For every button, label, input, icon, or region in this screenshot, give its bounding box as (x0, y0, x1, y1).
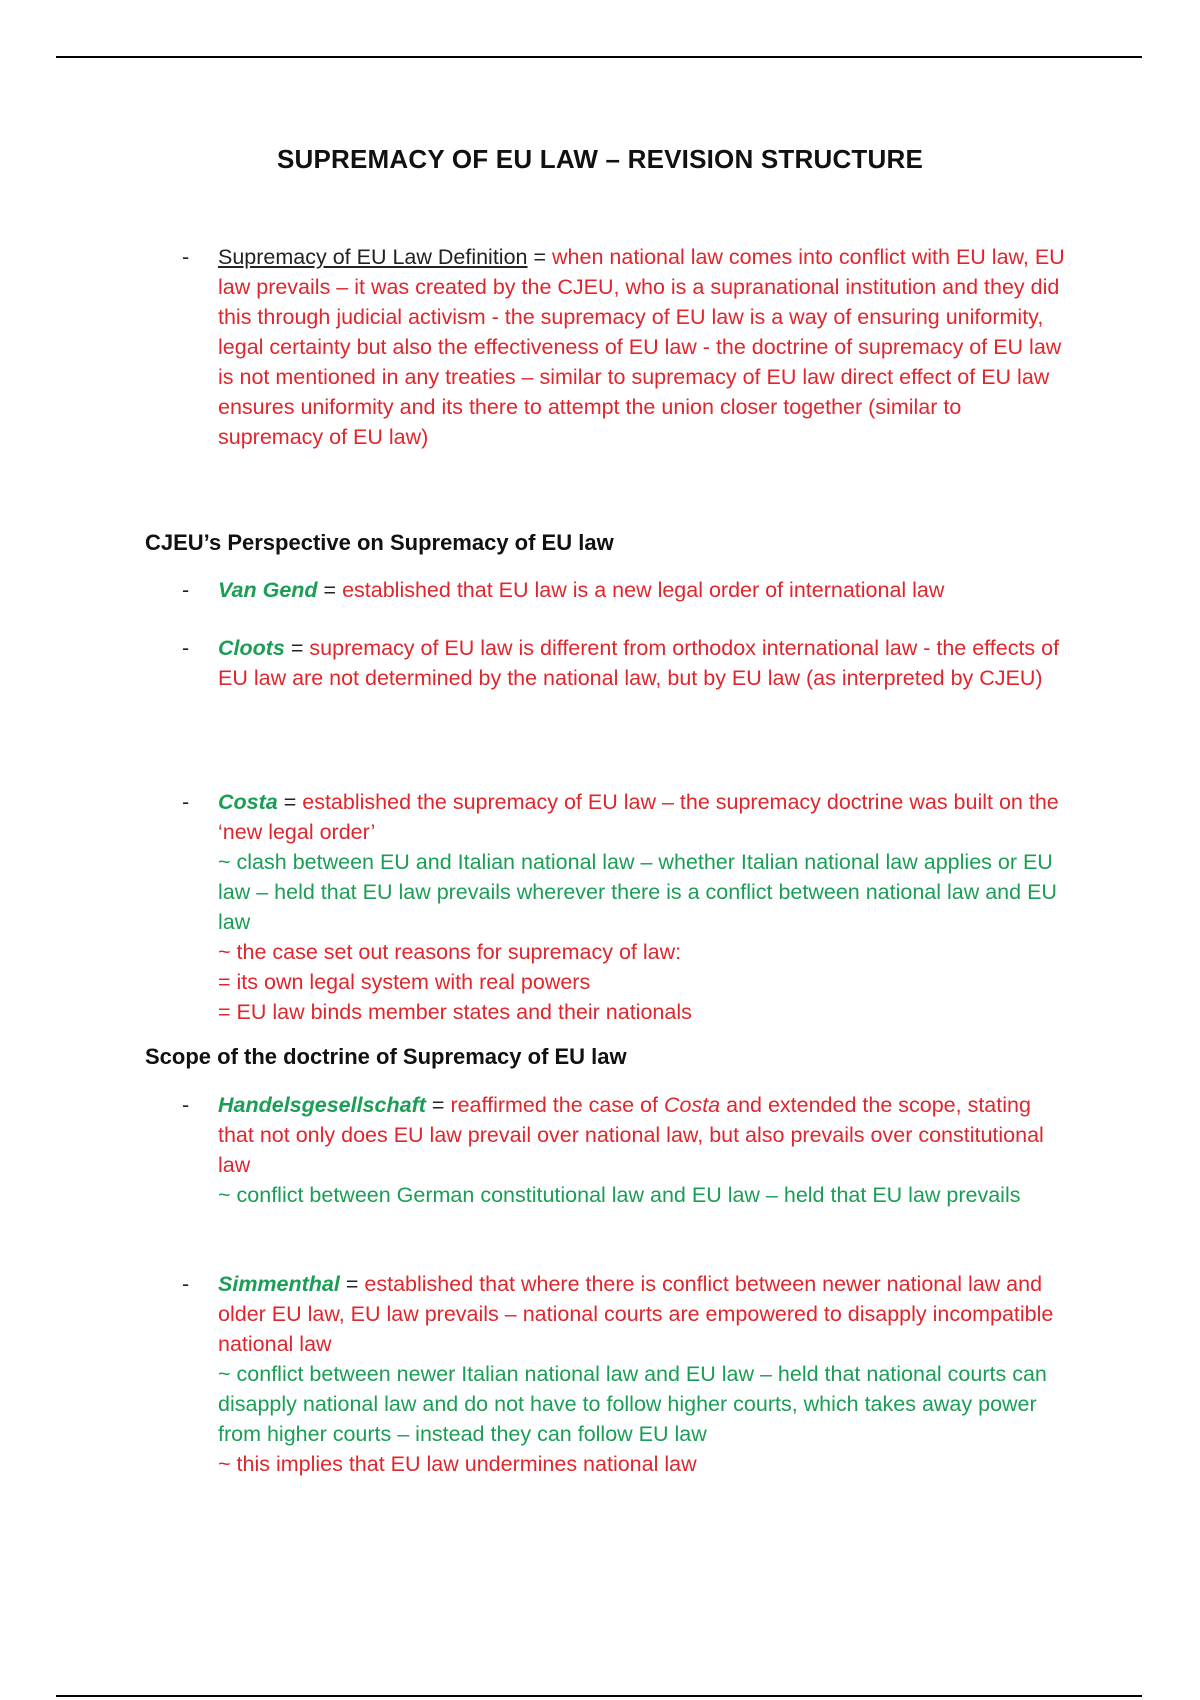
case-summary: reaffirmed the case of (450, 1093, 664, 1117)
bottom-rule (56, 1695, 1142, 1697)
case-name: Van Gend (218, 578, 318, 602)
reason-item: = EU law binds member states and their nationals (218, 1000, 692, 1024)
definition-item (182, 242, 1068, 452)
bullet-dash: - (182, 636, 190, 660)
case-summary-cont: and extended the scope, stating that not only does EU law prevail over national law, but also prevails over constitutional law (218, 1093, 1044, 1177)
case-note: ~ conflict between newer Italian national law and EU law – held that national courts can disapply national law and do not have to follow higher courts, which takes away power from higher courts – instead they can follow EU law (218, 1362, 1047, 1446)
section-heading-scope: Scope of the doctrine of Supremacy of EU law (145, 1044, 627, 1069)
equals-sign: = (317, 578, 343, 602)
case-reference: Costa (663, 1093, 721, 1117)
case-summary: supremacy of EU law is different from orthodox international law - the effects of EU law are not determined by the national law, but by EU law (as interpreted by CJEU) (218, 636, 1060, 690)
case-summary: established that EU law is a new legal order of international law (342, 578, 945, 602)
bullet-dash: - (182, 790, 190, 814)
case-name: Handelsgesellschaft (218, 1093, 426, 1117)
case-item-simmenthal (182, 1269, 1068, 1479)
reason-item: = its own legal system with real powers (218, 970, 591, 994)
page-title: SUPREMACY OF EU LAW – REVISION STRUCTURE (276, 144, 924, 174)
case-summary: established the supremacy of EU law – the supremacy doctrine was built on the ‘new legal order’ (218, 790, 1059, 844)
definition-text: when national law comes into conflict with EU law, EU law prevails – it was created by the CJEU, who is a supranational institution and they did this through judicial activism - the supremacy of EU law is a way of ensuring uniformity, legal certainty but also the effectiveness of EU law - the doctrine of supremacy of EU law is not mentioned in any treaties – similar to supremacy of EU law direct effect of EU law ensures uniformity and its there to attempt the union closer together (similar to supremacy of EU law) (218, 245, 1065, 449)
equals-sign: = (339, 1272, 365, 1296)
case-summary: established that where there is conflict between newer national law and older EU law, EU law prevails – national courts are empowered to disapply incompatible national law (218, 1272, 1054, 1356)
bullet-dash: - (182, 578, 190, 602)
case-note: ~ the case set out reasons for supremacy of law: (218, 940, 682, 964)
top-rule (56, 56, 1142, 58)
equals-sign: = (527, 245, 553, 269)
case-name: Costa (218, 790, 278, 814)
case-item-cloots (182, 633, 1068, 693)
case-item-handelsgesellschaft (182, 1090, 1068, 1210)
case-name: Cloots (218, 636, 285, 660)
case-note: ~ clash between EU and Italian national law – whether Italian national law applies or EU law – held that EU law prevails wherever there is a conflict between national law and EU law (218, 850, 1057, 934)
definition-term: Supremacy of EU Law Definition (218, 245, 528, 269)
bullet-dash: - (182, 245, 190, 269)
case-item-costa (182, 787, 1068, 1027)
bullet-dash: - (182, 1272, 190, 1296)
case-note: ~ conflict between German constitutional law and EU law – held that EU law prevails (218, 1183, 1021, 1207)
case-note: ~ this implies that EU law undermines national law (218, 1452, 697, 1476)
equals-sign: = (277, 790, 303, 814)
section-heading-cjeu-perspective: CJEU’s Perspective on Supremacy of EU law (145, 530, 614, 555)
case-name: Simmenthal (218, 1272, 340, 1296)
equals-sign: = (425, 1093, 451, 1117)
equals-sign: = (284, 636, 310, 660)
bullet-dash: - (182, 1093, 190, 1117)
case-item-van-gend (182, 575, 1068, 605)
